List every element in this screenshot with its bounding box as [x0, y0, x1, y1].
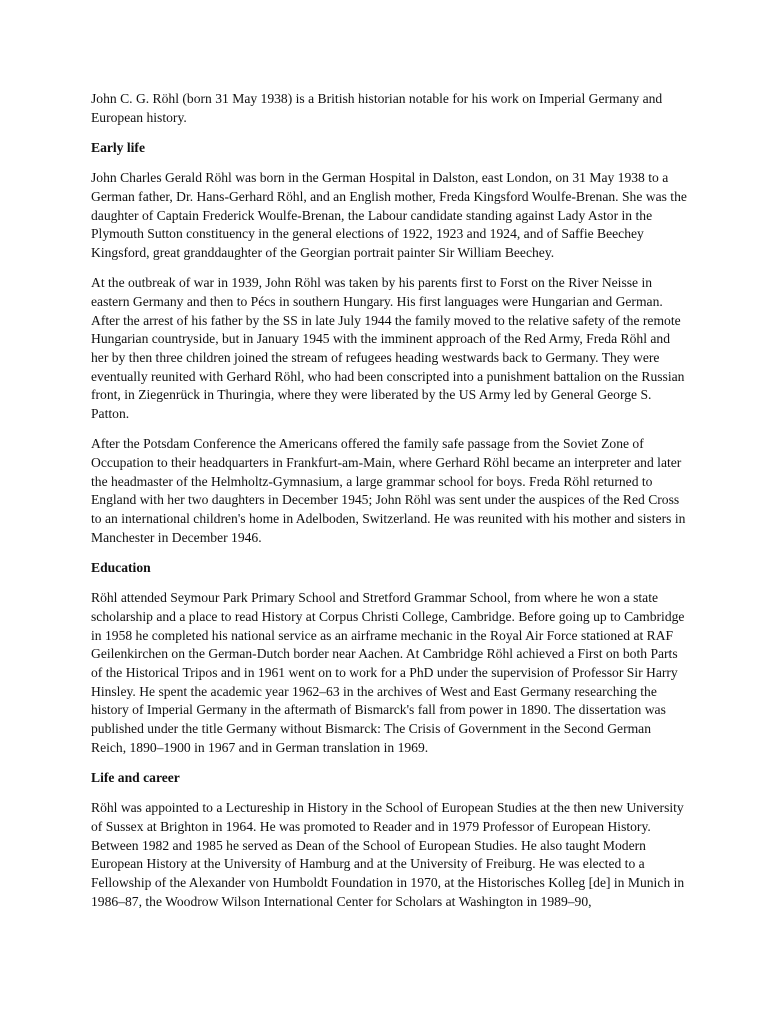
section-heading-life-and-career: Life and career: [91, 770, 180, 785]
section-heading-early-life: Early life: [91, 139, 145, 155]
document-page: [91, 90, 687, 923]
section-heading-education: Education: [91, 559, 151, 575]
early-life-paragraph-2: At the outbreak of war in 1939, John Röhl was taken by his parents first to Forst on the River Neisse in eastern Germany and then to Pécs in southern Hungary. His first languages were Hungarian and German. After the arrest of his father by the SS in late July 1944 the family moved to the relative safety of the remote Hungarian countryside, but in January 1945 with the imminent approach of the Red Army, Freda Röhl and her by then three children joined the stream of refugees heading westwards back to Germany. They were eventually reunited with Gerhard Röhl, who had been conscripted into a punishment battalion on the Russian front, in Ziegenrück in Thuringia, where they were liberated by the US Army led by General George S. Patton.: [91, 275, 685, 422]
life-and-career-paragraph-1: Röhl was appointed to a Lectureship in History in the School of European Studies at the then new University of Sussex at Brighton in 1964. He was promoted to Reader and in 1979 Professor of European History. Between 1982 and 1985 he served as Dean of the School of European Studies. He also taught Modern European History at the University of Hamburg and at the University of Freiburg. He was elected to a Fellowship of the Alexander von Humboldt Foundation in 1970, at the Historisches Kolleg [de] in Munich in 1986–87, the Woodrow Wilson International Center for Scholars at Washington in 1989–90,: [91, 800, 685, 909]
early-life-paragraph-3: After the Potsdam Conference the Americans offered the family safe passage from the Soviet Zone of Occupation to their headquarters in Frankfurt-am-Main, where Gerhard Röhl became an interpreter and later the headmaster of the Helmholtz-Gymnasium, a large grammar school for boys. Freda Röhl returned to England with her two daughters in December 1945; John Röhl was sent under the auspices of the Red Cross to an international children's home in Adelboden, Switzerland. He was reunited with his mother and sisters in Manchester in December 1946.: [91, 436, 686, 545]
intro-paragraph: John C. G. Röhl (born 31 May 1938) is a British historian notable for his work on Imperial Germany and European history.: [91, 91, 663, 125]
education-paragraph-1: Röhl attended Seymour Park Primary School and Stretford Grammar School, from where he won a state scholarship and a place to read History at Corpus Christi College, Cambridge. Before going up to Cambridge in 1958 he completed his national service as an airframe mechanic in the Royal Air Force stationed at RAF Geilenkirchen on the German-Dutch border near Aachen. At Cambridge Röhl achieved a First on both Parts of the Historical Tripos and in 1961 went on to work for a PhD under the supervision of Professor Sir Harry Hinsley. He spent the academic year 1962–63 in the archives of West and East Germany researching the history of Imperial Germany in the aftermath of Bismarck's fall from power in 1890. The dissertation was published under the title Germany without Bismarck: The Crisis of Government in the Second German Reich, 1890–1900 in 1967 and in German translation in 1969.: [91, 590, 685, 755]
early-life-paragraph-1: John Charles Gerald Röhl was born in the German Hospital in Dalston, east London, on 31 May 1938 to a German father, Dr. Hans-Gerhard Röhl, and an English mother, Freda Kingsford Woulfe-Brenan. She was the daughter of Captain Frederick Woulfe-Brenan, the Labour candidate standing against Lady Astor in the Plymouth Sutton constituency in the general elections of 1922, 1923 and 1924, and of Saffie Beechey Kingsford, great granddaughter of the Georgian portrait painter Sir William Beechey.: [91, 170, 687, 260]
